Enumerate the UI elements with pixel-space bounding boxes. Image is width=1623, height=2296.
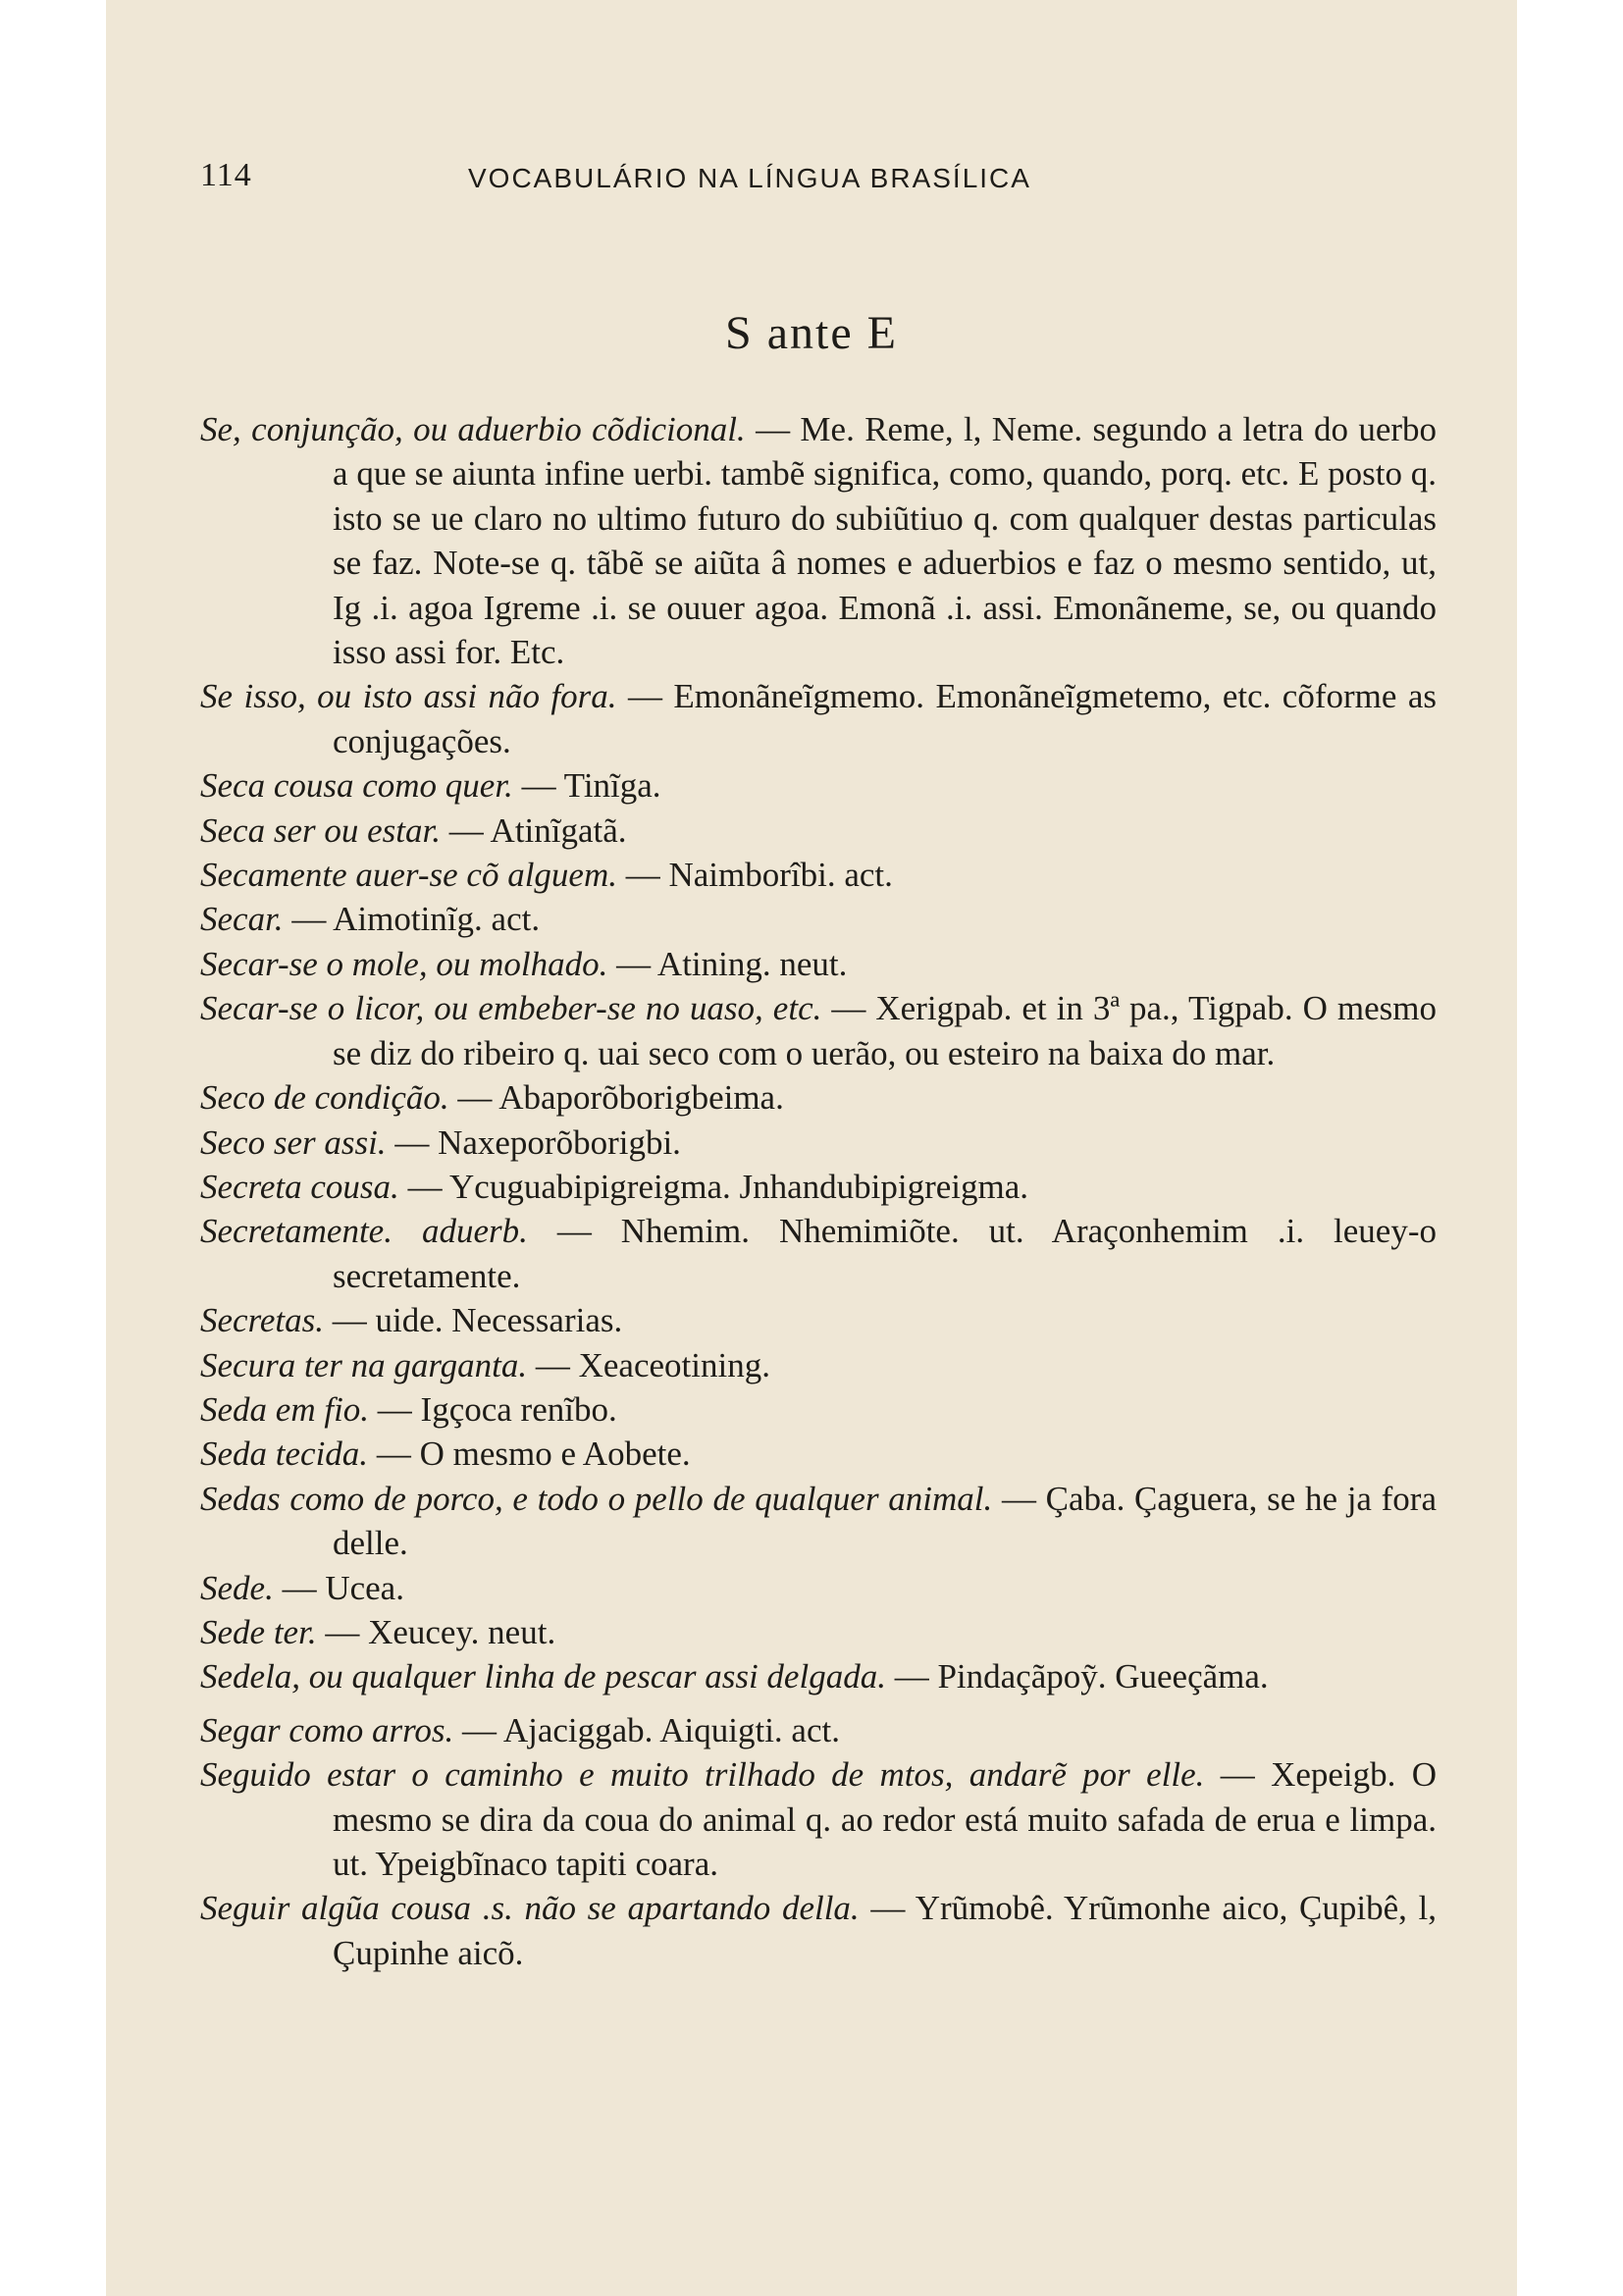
dictionary-entry [200, 986, 1437, 1075]
entry-gloss: — Xepeigb. O mesmo se dira da coua do animal q. ao redor está muito safada de erua e limpa. ut. Ypeigbĩnaco tapiti coara. [333, 1755, 1437, 1883]
entry-headword: Segar como arros. [200, 1710, 454, 1749]
dictionary-entry [200, 942, 1437, 986]
entry-headword: Seco ser assi. [200, 1122, 387, 1162]
dictionary-entry [200, 1343, 1437, 1387]
entry-gloss: — Xeucey. neut. [325, 1612, 556, 1651]
dictionary-entry [200, 1165, 1437, 1209]
dictionary-entry [200, 897, 1437, 941]
dictionary-entry [200, 763, 1437, 808]
dictionary-entry [200, 1477, 1437, 1566]
entry-gloss: — Çaba. Çaguera, se he ja fora delle. [333, 1479, 1437, 1563]
entry-gloss: — Naimborîbi. act. [625, 856, 893, 895]
entry-headword: Secar. [200, 900, 284, 939]
entry-headword: Secretamente. aduerb. [200, 1212, 528, 1251]
entry-headword: Seco de condição. [200, 1078, 449, 1118]
dictionary-entry [200, 407, 1437, 674]
entry-gloss: — Ucea. [282, 1568, 404, 1607]
entry-gloss: — uide. Necessarias. [332, 1301, 623, 1340]
page-number: 114 [200, 157, 252, 193]
entry-headword: Seda em fio. [200, 1389, 370, 1429]
entry-headword: Sedela, ou qualquer linha de pescar assi delgada. [200, 1657, 886, 1696]
entry-headword: Se, conjunção, ou aduerbio cõdicional. [200, 410, 746, 448]
entry-gloss: — Tinĩga. [521, 766, 661, 806]
dictionary-entry [200, 809, 1437, 853]
dictionary-entry [200, 853, 1437, 897]
entry-headword: Sedas como de porco, e todo o pello de qualquer animal. [200, 1479, 993, 1518]
entry-gloss: — Emonãneĩgmemo. Emonãneĩgmetemo, etc. cõforme as conjugações. [333, 677, 1438, 760]
entry-headword: Seda tecida. [200, 1435, 369, 1474]
entry-headword: Secretas. [200, 1301, 325, 1340]
entry-headword: Seca ser ou estar. [200, 810, 441, 850]
entry-gloss: — Ajaciggab. Aiquigti. act. [462, 1710, 840, 1749]
entry-headword: Sede. [200, 1568, 274, 1607]
dictionary-entry [200, 1708, 1437, 1752]
dictionary-entry [200, 1654, 1437, 1698]
dictionary-entry [200, 1432, 1437, 1476]
book-page [106, 0, 1517, 2296]
entry-headword: Seguir algũa cousa .s. não se apartando della. [200, 1889, 860, 1928]
section-title: S ante E [725, 307, 898, 359]
entry-gloss: — Ycuguabipigreigma. Jnhandubipigreigma. [407, 1167, 1029, 1206]
entry-headword: Secamente auer-se cõ alguem. [200, 856, 617, 895]
entry-gloss: — Pindaçãpoỹ. Gueeçãma. [894, 1657, 1269, 1696]
entry-gloss: — Atinĩgatã. [448, 810, 627, 850]
entry-gloss: — Aimotinĩg. act. [291, 900, 541, 939]
dictionary-entry [200, 674, 1437, 763]
dictionary-entry [200, 1075, 1437, 1120]
entry-headword: Seguido estar o caminho e muito trilhado de mtos, andarẽ por elle. [200, 1755, 1205, 1795]
dictionary-entry [200, 1886, 1437, 1975]
entry-gloss: — Nhemim. Nhemimiõte. ut. Araçonhemim .i. leuey-o secretamente. [333, 1212, 1437, 1295]
dictionary-entries [200, 407, 1437, 1975]
entry-gloss: — O mesmo e Aobete. [376, 1435, 691, 1474]
entry-gloss: — Yrũmobê. Yrũmonhe aico, Çupibê, l, Çupinhe aicõ. [333, 1889, 1438, 1972]
running-title: VOCABULÁRIO NA LÍNGUA BRASÍLICA [468, 163, 1031, 193]
running-head [106, 157, 1517, 206]
dictionary-entry [200, 1566, 1437, 1610]
dictionary-entry [200, 1209, 1437, 1298]
entry-gloss: — Me. Reme, l, Neme. segundo a letra do uerbo a que se aiunta infine uerbi. tambẽ significa, como, quando, porq. etc. E posto q. isto se ue claro no ultimo futuro do subiũtiuo q. com qualquer destas particulas se faz. Note-se q. tãbẽ se aiũta â nomes e aduerbios e faz o mesmo sentido, ut, Ig .i. agoa Igreme .i. se ouuer agoa. Emonã .i. assi. Emonãneme, se, ou quando isso assi for. Etc. [333, 410, 1438, 672]
entry-headword: Secar-se o licor, ou embeber-se no uaso, etc. [200, 989, 822, 1028]
entry-headword: Se isso, ou isto assi não fora. [200, 677, 617, 716]
dictionary-entry [200, 1387, 1437, 1432]
dictionary-entry [200, 1752, 1437, 1886]
entry-gloss: — Atining. neut. [616, 944, 848, 983]
dictionary-entry [200, 1298, 1437, 1342]
entry-headword: Secar-se o mole, ou molhado. [200, 944, 608, 983]
entry-headword: Sede ter. [200, 1612, 317, 1651]
entry-headword: Seca cousa como quer. [200, 766, 513, 806]
entry-gloss: — Xeaceotining. [535, 1345, 770, 1384]
dictionary-entry [200, 1610, 1437, 1654]
entry-gloss: — Xerigpab. et in 3ª pa., Tigpab. O mesmo se diz do ribeiro q. uai seco com o uerão, ou esteiro na baixa do mar. [333, 989, 1437, 1072]
entry-gloss: — Naxeporõborigbi. [394, 1122, 681, 1162]
dictionary-entry [200, 1121, 1437, 1165]
entry-headword: Secreta cousa. [200, 1167, 399, 1206]
entry-gloss: — Abaporõborigbeima. [457, 1078, 784, 1118]
entry-headword: Secura ter na garganta. [200, 1345, 528, 1384]
entry-gloss: — Igçoca renĩbo. [377, 1389, 617, 1429]
